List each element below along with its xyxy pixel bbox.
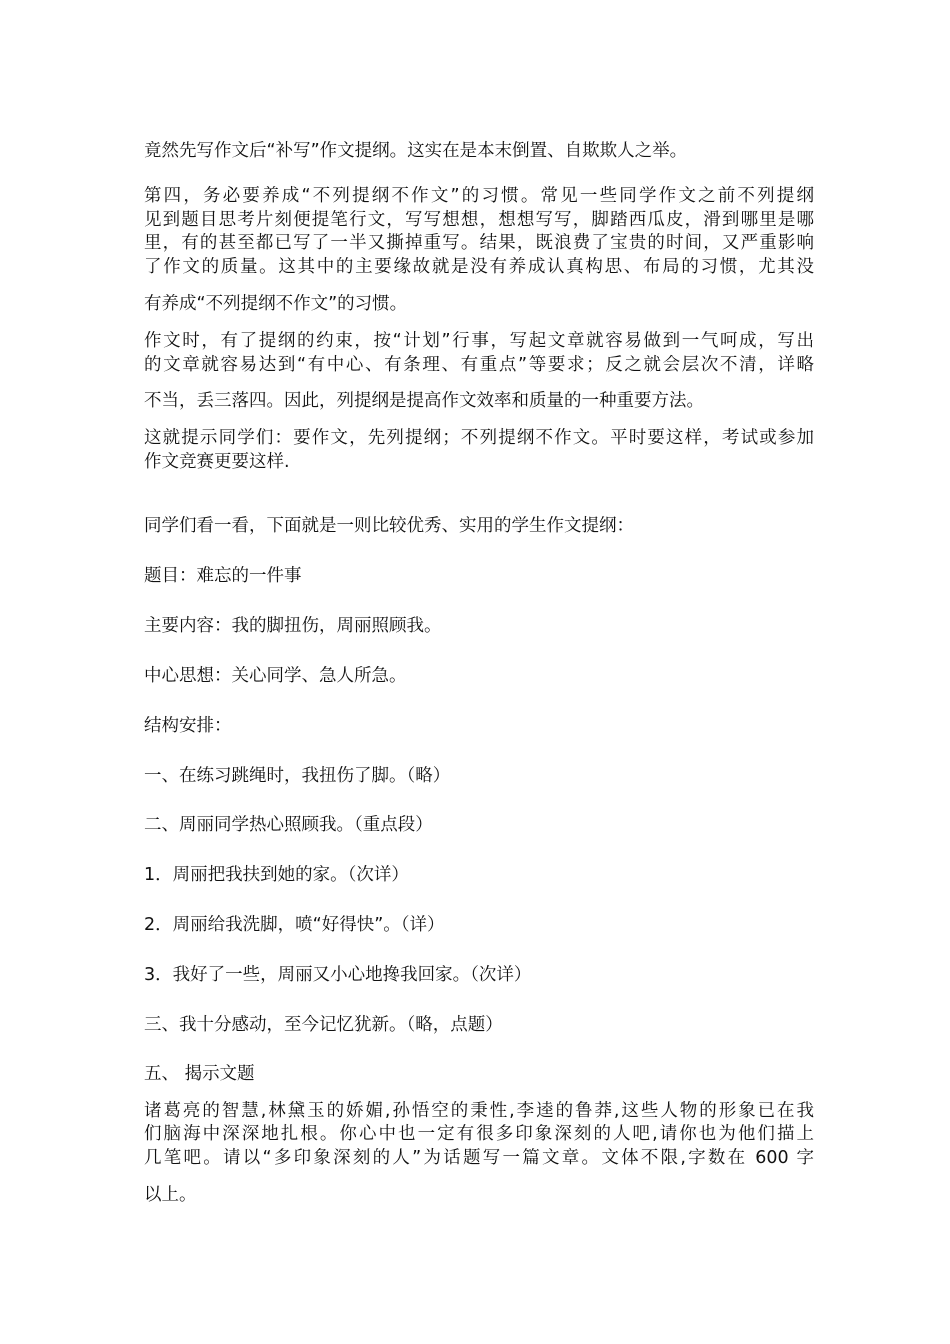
outline-structure: 结构安排： (144, 716, 232, 736)
paragraph-line: 有养成“不列提纲不作文”的习惯。 (144, 294, 408, 314)
paragraph-line: 这就提示同学们：要作文，先列提纲；不列提纲不作文。平时要这样，考试或参加 (144, 428, 814, 448)
paragraph-line: 不当，丢三落四。因此，列提纲是提高作文效率和质量的一种重要方法。 (144, 391, 704, 411)
paragraph-line: 作文时，有了提纲的约束，按“计划”行事，写起文章就容易做到一气呵成，写出 (144, 331, 814, 351)
outline-item: 三、我十分感动，至今记忆犹新。（略，点题） (144, 1015, 503, 1035)
outline-content: 主要内容：我的脚扭伤，周丽照顾我。 (144, 616, 442, 636)
paragraph-line: 竟然先写作文后“补写”作文提纲。这实在是本末倒置、自欺欺人之举。 (144, 141, 688, 161)
paragraph-line: 里，有的甚至都已写了一半又撕掉重写。结果，既浪费了宝贵的时间，又严重影响 (144, 233, 814, 253)
paragraph-line: 的文章就容易达到“有中心、有条理、有重点”等要求；反之就会层次不清，详略 (144, 355, 814, 375)
outline-item: 二、周丽同学热心照顾我。（重点段） (144, 815, 433, 835)
outline-subitem: 3．我好了一些，周丽又小心地搀我回家。（次详） (144, 965, 532, 985)
paragraph-line: 们脑海中深深地扎根。你心中也一定有很多印象深刻的人吧,请你也为他们描上 (144, 1124, 814, 1144)
paragraph-line: 诸葛亮的智慧,林黛玉的娇媚,孙悟空的秉性,李逵的鲁莽,这些人物的形象已在我 (144, 1101, 814, 1121)
outline-theme: 中心思想：关心同学、急人所急。 (144, 666, 407, 686)
outline-intro: 同学们看一看，下面就是一则比较优秀、实用的学生作文提纲： (144, 516, 634, 536)
outline-item: 一、在练习跳绳时，我扭伤了脚。（略） (144, 766, 451, 786)
section-heading: 五、 揭示文题 (144, 1064, 255, 1084)
outline-subitem: 2．周丽给我洗脚，喷“好得快”。（详） (144, 915, 445, 935)
paragraph-line: 作文竞赛更要这样. (144, 452, 290, 472)
outline-title: 题目：难忘的一件事 (144, 566, 302, 586)
paragraph-line: 见到题目思考片刻便提笔行文，写写想想，想想写写，脚踏西瓜皮，滑到哪里是哪 (144, 210, 814, 230)
paragraph-line: 了作文的质量。这其中的主要缘故就是没有养成认真构思、布局的习惯，尤其没 (144, 257, 814, 277)
paragraph-line: 以上。 (144, 1185, 197, 1205)
outline-subitem: 1．周丽把我扶到她的家。（次详） (144, 865, 409, 885)
paragraph-line: 几笔吧。请以“多印象深刻的人”为话题写一篇文章。文体不限,字数在 600 字 (144, 1148, 814, 1168)
paragraph-line: 第四，务必要养成“不列提纲不作文”的习惯。常见一些同学作文之前不列提纲 (144, 186, 814, 206)
